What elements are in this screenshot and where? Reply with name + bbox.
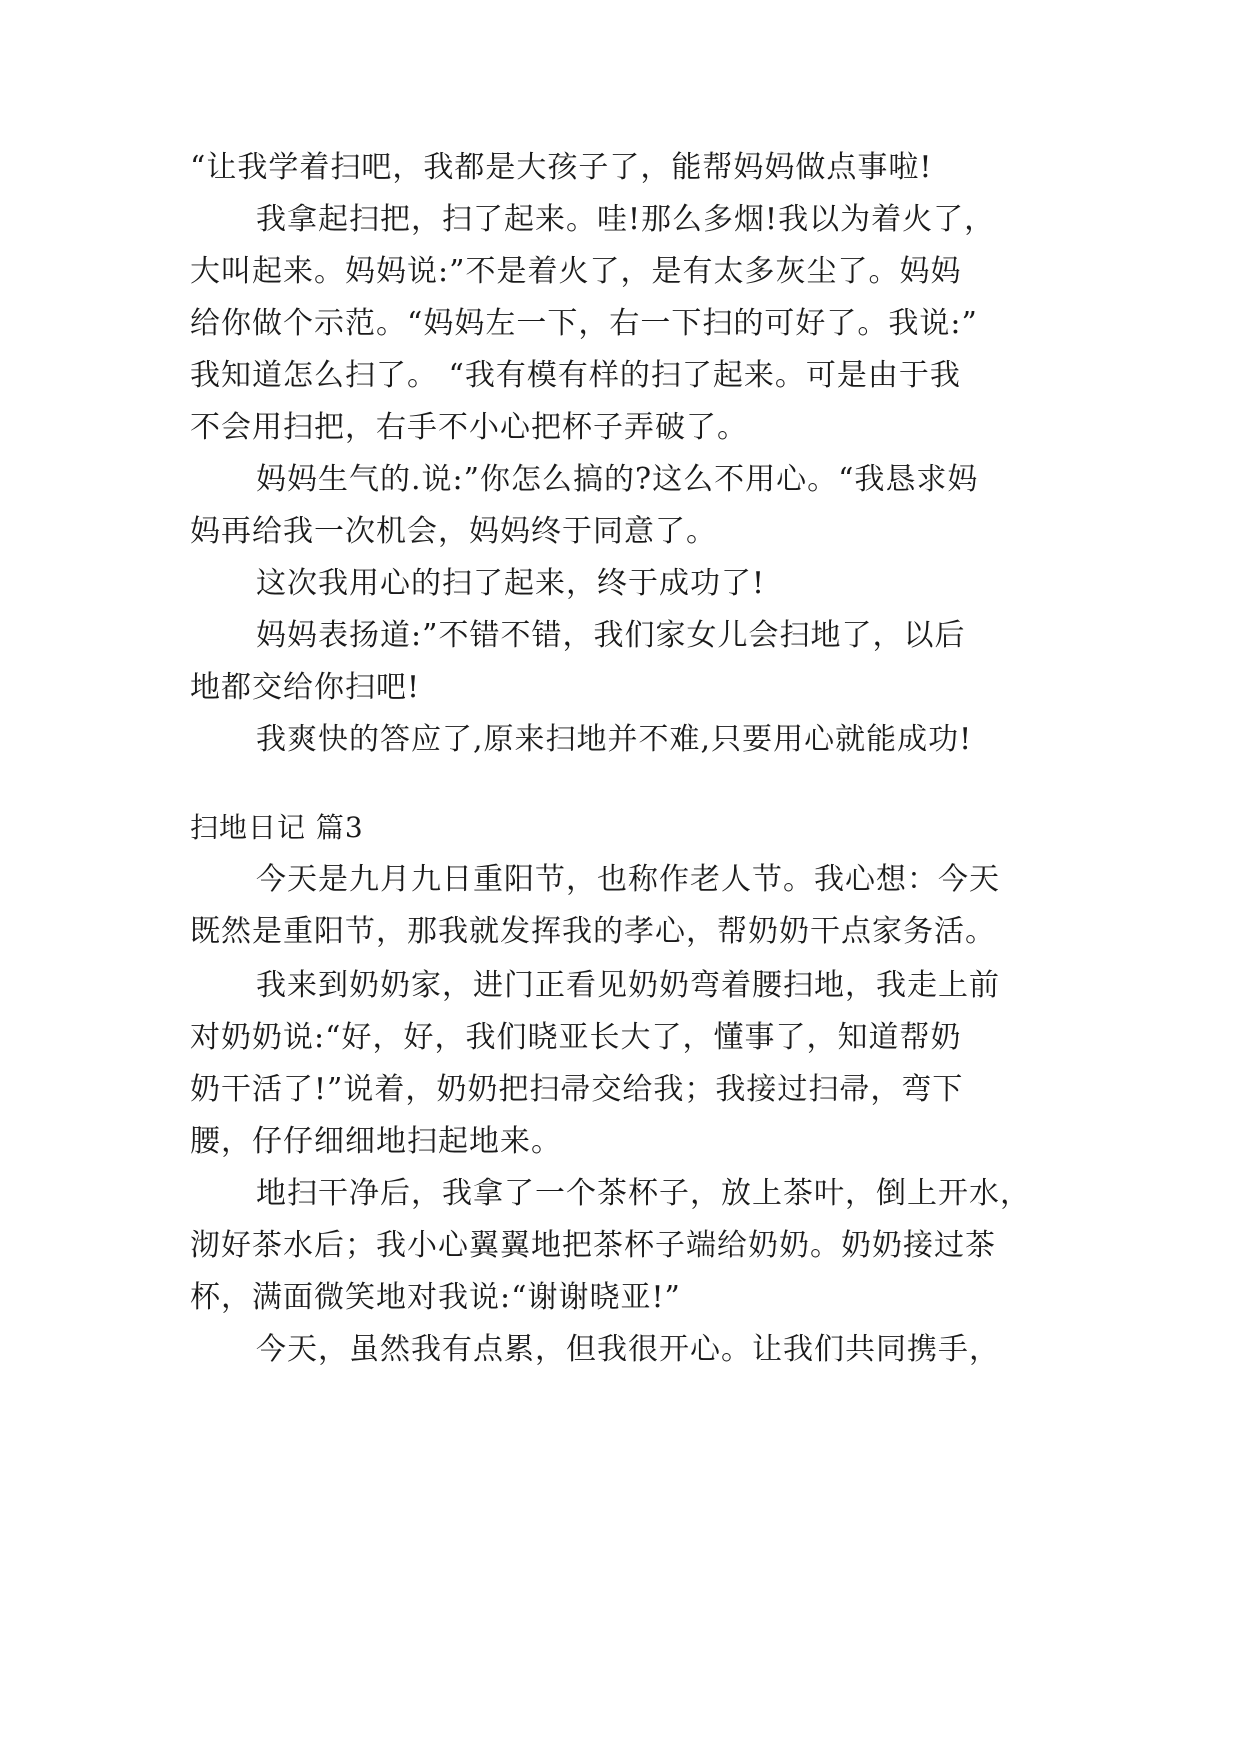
text-line: 地都交给你扫吧!: [190, 670, 421, 705]
paragraph-start: 我拿起扫把，扫了起来。哇!那么多烟!我以为着火了，: [256, 202, 996, 237]
paragraph-start: 地扫干净后，我拿了一个茶杯子，放上茶叶，倒上开水，: [256, 1176, 1031, 1211]
text-line: 腰，仔仔细细地扫起地来。: [190, 1124, 562, 1159]
paragraph-start: 妈妈生气的.说:”你怎么搞的?这么不用心。“我恳求妈: [256, 462, 979, 497]
text-line: 沏好茶水后；我小心翼翼地把茶杯子端给奶奶。奶奶接过茶: [190, 1228, 996, 1263]
text-line: 杯，满面微笑地对我说:“谢谢晓亚!”: [190, 1280, 681, 1315]
text-line: 我知道怎么扫了。 “我有模有样的扫了起来。可是由于我: [190, 358, 961, 393]
text-line: “让我学着扫吧，我都是大孩子了，能帮妈妈做点事啦!: [190, 150, 933, 185]
paragraph-start: 这次我用心的扫了起来，终于成功了!: [256, 566, 766, 601]
text-line: 对奶奶说:“好，好，我们晓亚长大了，懂事了，知道帮奶: [190, 1020, 962, 1055]
paragraph-start: 今天，虽然我有点累，但我很开心。让我们共同携手，: [256, 1332, 1000, 1367]
paragraph-start: 今天是九月九日重阳节，也称作老人节。我心想：今天: [256, 862, 1000, 897]
text-line: 不会用扫把，右手不小心把杯子弄破了。: [190, 410, 748, 445]
text-line: 既然是重阳节，那我就发挥我的孝心，帮奶奶干点家务活。: [190, 914, 996, 949]
paragraph-start: 我爽快的答应了,原来扫地并不难,只要用心就能成功!: [256, 722, 973, 757]
paragraph-start: 妈妈表扬道:”不错不错，我们家女儿会扫地了，以后: [256, 618, 966, 653]
paragraph-start: 我来到奶奶家，进门正看见奶奶弯着腰扫地，我走上前: [256, 968, 1000, 1003]
text-line: 妈再给我一次机会，妈妈终于同意了。: [190, 514, 717, 549]
text-line: 给你做个示范。“妈妈左一下，右一下扫的可好了。我说:”: [190, 306, 978, 341]
text-line: 大叫起来。妈妈说:”不是着火了，是有太多灰尘了。妈妈: [190, 254, 962, 289]
section-heading: 扫地日记 篇3: [190, 811, 364, 844]
text-line: 奶干活了!”说着，奶奶把扫帚交给我；我接过扫帚，弯下: [190, 1072, 964, 1107]
